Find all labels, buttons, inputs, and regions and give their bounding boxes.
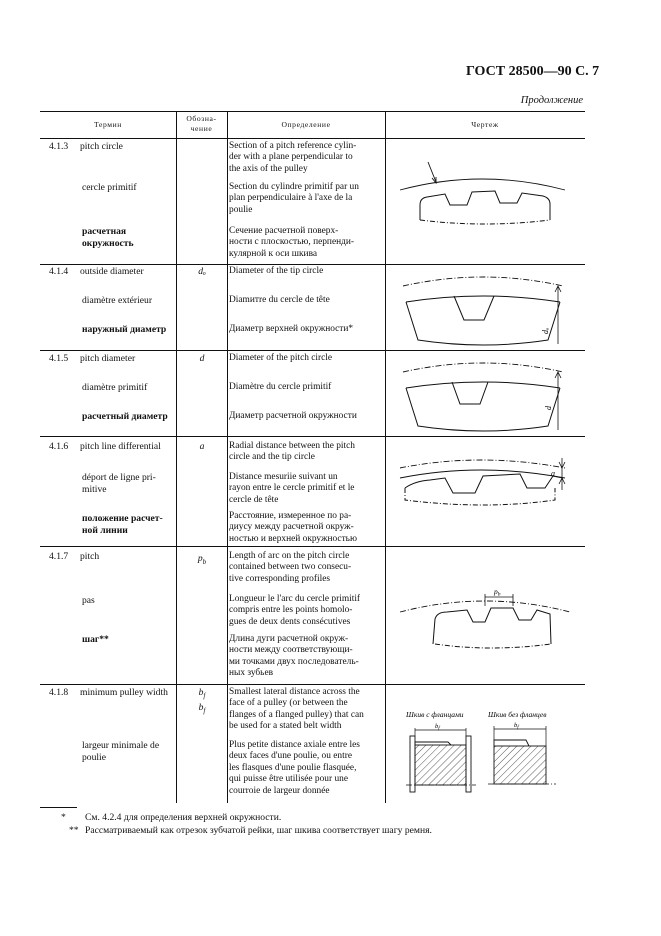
term-ru: положение расчет- ной линии [82,513,163,536]
term-en: minimum pulley width [80,687,168,698]
term-fr: pas [82,595,95,606]
symbol: d [199,353,205,364]
footnote-mark: ** [69,825,79,836]
definition-ru: Расстояние, измеренное по ра- диусу между расчетной окруж- ностью и верхней окружностью [229,511,357,544]
pitch-circle-drawing [395,158,570,238]
row-divider [40,684,585,685]
pitch-line-differential-drawing [395,448,575,524]
page-header: ГОСТ 28500—90 С. 7 [466,64,600,79]
column-header-term: Термин [94,120,122,129]
term-en: pitch diameter [80,353,136,364]
pitch-diameter-drawing [398,358,573,434]
term-fr: cercle primitif [82,182,137,193]
row-divider [40,436,585,437]
row-divider [40,546,585,547]
definition-fr: Distance mesuriie suivant un rayon entre le cercle primitif et le cercle de tête [229,472,355,505]
pitch-drawing [395,584,575,654]
footnote-rule [40,807,77,808]
term-number: 4.1.3 [49,141,69,152]
pulley-width-drawing [396,704,580,796]
dim-label-left: $b_f$ [435,723,440,732]
definition-en: Diameter of the pitch circle [229,353,333,363]
caption-unflanged: Шкив без фланцев [488,710,547,719]
definition-ru: Длина дуги расчетной окруж- ности между соответствующи- ми точками двух последователь- ных зубьев [229,634,359,679]
definition-fr: Diamитre du cercle de tête [229,295,330,305]
dim-label: $p_b$ [494,587,501,598]
definition-en: Length of arc on the pitch circle contained between two consecu- tive corresponding profiles [229,551,352,584]
symbol: $p_b$ [197,553,207,566]
term-number: 4.1.7 [49,551,69,562]
definition-en: Section of a pitch reference cylin- der with a plane perpendicular to the axis of the pulley [229,141,357,174]
term-fr: diamètre primitif [82,382,148,393]
definition-en: Radial distance between the pitch circle and the tip circle [229,441,355,463]
column-header-symbol: Обозна- чение [186,114,217,133]
term-en: pitch [80,551,100,562]
term-en: pitch circle [80,141,123,152]
definition-en: Smallest lateral distance across the face of a pulley (or between the flanges of a flanged pulley) that can be used for a stated belt width [229,687,364,732]
caption-flanged: Шкив с фланцами [406,710,464,719]
row-divider [40,350,585,351]
definition-fr: Diamètre du cercle primitif [229,382,332,392]
column-header-definition: Определение [281,120,331,129]
definition-en: Diameter of the tip circle [229,266,324,276]
footnote-text: См. 4.2.4 для определения верхней окружности. [85,812,282,823]
term-number: 4.1.8 [49,687,69,698]
term-en: outside diameter [80,266,144,277]
term-ru: наружный диаметр [82,324,167,335]
term-number: 4.1.6 [49,441,69,452]
symbol: $b_f$ $b_f$ [198,687,206,715]
definition-fr: Section du cylindre primitif par un plan perpendiculaire à l'axe de la poulie [229,182,359,215]
definition-ru: Диаметр верхней окружности* [229,324,354,334]
dim-label: d [544,406,553,410]
term-en: pitch line differential [80,441,161,452]
footnote-text: Рассматриваемый как отрезок зубчатой рейки, шаг шкива соответствует шагу ремня. [85,825,432,836]
term-number: 4.1.5 [49,353,69,364]
symbol: dₒ [198,266,206,277]
table-top-border [40,111,585,112]
dim-label: dₒ [541,327,550,334]
definition-fr: Longueur le l'arc du cercle primitif compris entre les points homolo- gues de deux dents consécutives [229,594,361,627]
continuation-label: Продолжение [520,95,583,106]
term-fr: diamètre extérieur [82,295,153,306]
definition-ru: Сечение расчетной поверх- ности с плоскостью, перпенди- кулярной к оси шкива [229,226,355,259]
symbol: a [199,441,205,452]
table-header-border [40,138,585,139]
term-fr: déport de ligne pri- mitive [82,472,156,495]
term-number: 4.1.4 [49,266,69,277]
definition-fr: Plus petite distance axiale entre les deux faces d'une poulie, ou entre les flasques d'une poulie flasquée, qui puisse être utilisée pour une courroie de largeur donnée [229,740,360,796]
dim-label: a [551,469,555,478]
term-ru: шаг** [82,634,109,645]
term-ru: расчетный диаметр [82,411,168,422]
term-fr: largeur minimale de poulie [82,740,160,763]
definition-ru: Диаметр расчетной окружности [229,411,357,421]
column-divider [385,111,386,803]
footnote-mark: * [61,812,66,823]
term-ru: расчетная окружность [82,226,134,249]
dim-label-right: $b_f$ [514,722,519,731]
outside-diameter-drawing [398,272,573,348]
column-header-drawing: Чертеж [471,120,499,129]
row-divider [40,264,585,265]
